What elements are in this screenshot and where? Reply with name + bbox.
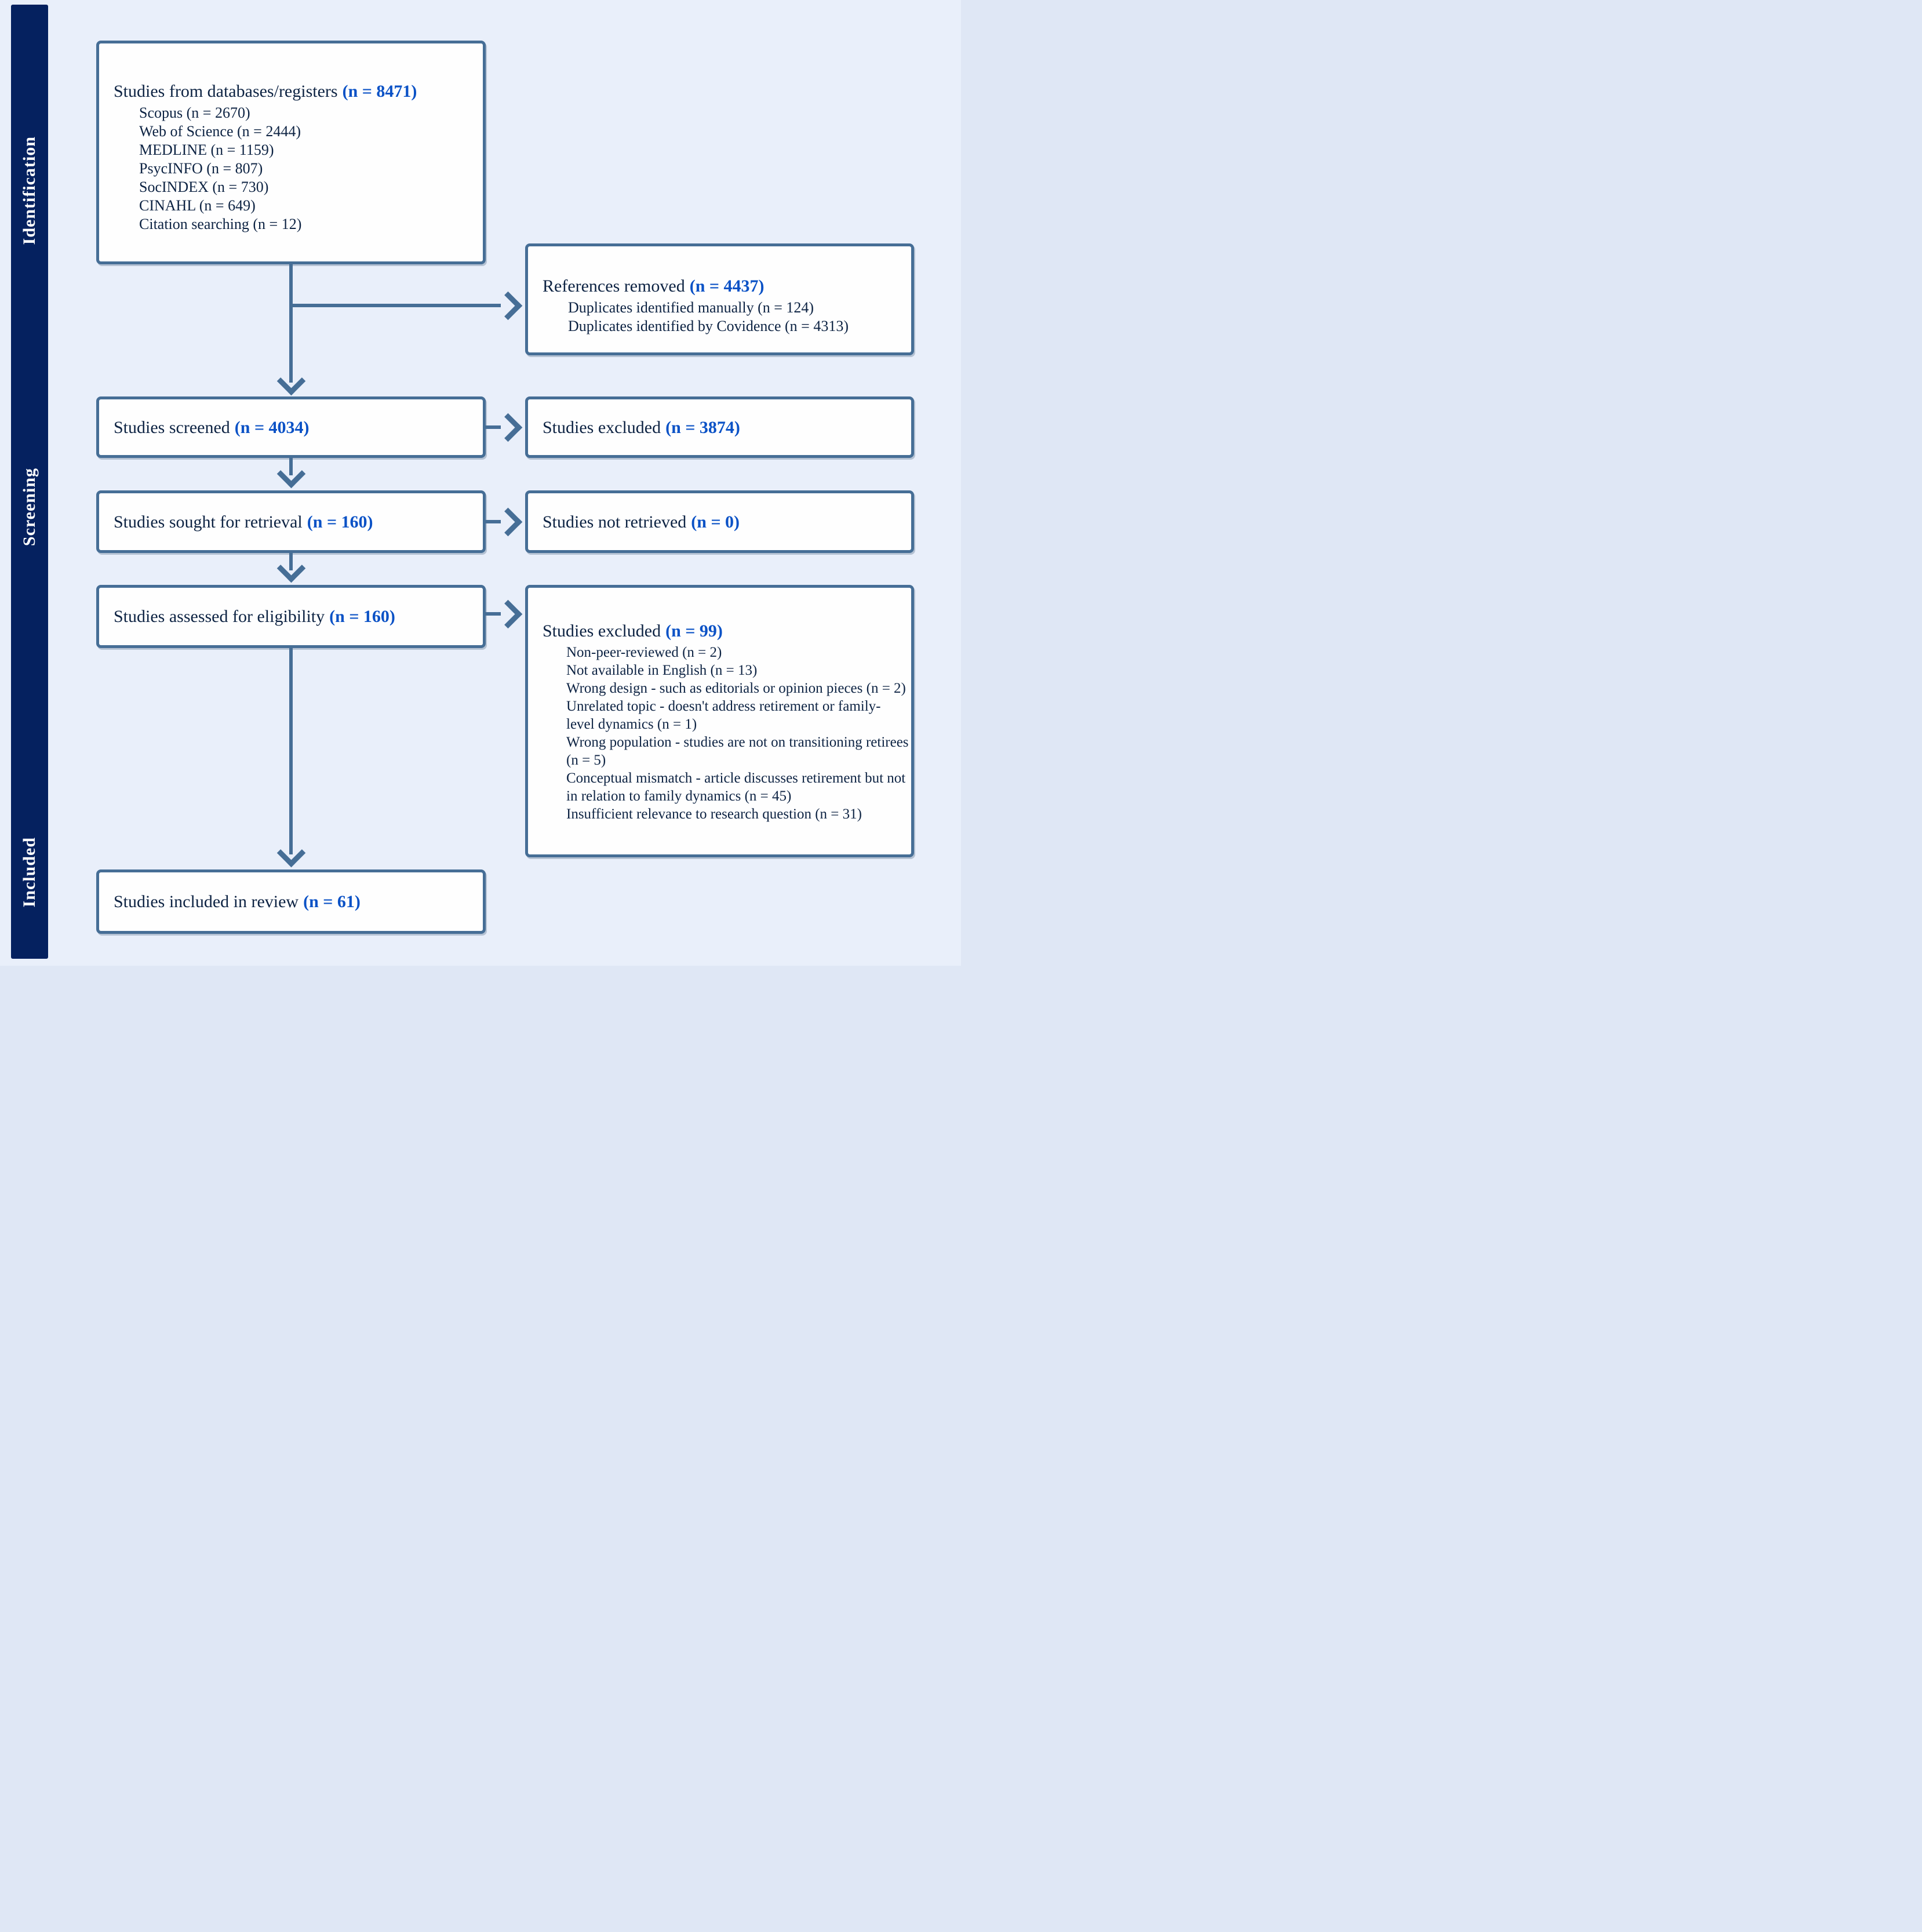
- box-screened-count: (n = 4034): [234, 417, 310, 437]
- box-databases-label: Studies from databases/registers: [114, 82, 338, 101]
- box-excluded-eligibility-items: [528, 643, 911, 823]
- arrow-sought-to-not-retrieved-head: [494, 508, 522, 536]
- list-item: Not available in English (n = 13): [566, 663, 758, 678]
- box-assessed: [96, 585, 486, 648]
- list-item: Duplicates identified by Covidence (n = 4313): [568, 318, 849, 334]
- box-excluded-eligibility-label: Studies excluded: [543, 621, 661, 641]
- sidebar-section-identification: [11, 69, 48, 312]
- box-excluded-screening-count: (n = 3874): [665, 417, 740, 437]
- list-item: Conceptual mismatch - article discusses retirement but not in relation to family dynamics (n = 45): [566, 770, 906, 804]
- box-excluded-screening-title: [528, 417, 746, 438]
- box-databases-items: [99, 104, 483, 234]
- list-item: Duplicates identified manually (n = 124): [568, 299, 814, 316]
- arrow-branch-to-references-removed-head: [494, 292, 522, 320]
- box-sought-label: Studies sought for retrieval: [114, 512, 303, 532]
- arrow-branch-to-references-removed-shaft: [291, 304, 501, 307]
- box-excluded-eligibility-count: (n = 99): [665, 621, 723, 641]
- box-assessed-title: [99, 606, 401, 627]
- box-screened-title: [99, 417, 315, 438]
- box-databases: [96, 41, 486, 264]
- box-not-retrieved-count: (n = 0): [691, 512, 740, 532]
- box-references-removed-count: (n = 4437): [689, 276, 765, 296]
- box-included-count: (n = 61): [303, 892, 361, 911]
- box-not-retrieved: [525, 490, 914, 553]
- box-screened: [96, 396, 486, 458]
- box-included-label: Studies included in review: [114, 892, 299, 911]
- sidebar-label-included: Included: [20, 837, 39, 908]
- box-references-removed-items: [528, 299, 911, 336]
- list-item: Wrong design - such as editorials or opinion pieces (n = 2): [566, 681, 906, 696]
- box-not-retrieved-label: Studies not retrieved: [543, 512, 687, 532]
- box-databases-count: (n = 8471): [342, 82, 417, 101]
- box-sought: [96, 490, 486, 553]
- box-databases-title: [99, 81, 483, 102]
- arrow-databases-to-screened-head: [277, 367, 305, 395]
- list-item: Scopus (n = 2670): [139, 104, 250, 121]
- arrow-screened-to-excluded-head: [494, 413, 522, 442]
- arrow-sought-to-assessed-head: [277, 554, 305, 583]
- list-item: SocINDEX (n = 730): [139, 179, 269, 195]
- box-sought-title: [99, 511, 379, 533]
- sidebar-label-identification: Identification: [20, 136, 39, 245]
- list-item: Unrelated topic - doesn't address retirement or family-level dynamics (n = 1): [566, 698, 881, 732]
- list-item: Non-peer-reviewed (n = 2): [566, 645, 722, 660]
- list-item: Insufficient relevance to research question (n = 31): [566, 806, 862, 822]
- list-item: CINAHL (n = 649): [139, 197, 256, 214]
- arrow-assessed-to-included-shaft: [289, 648, 293, 854]
- arrow-assessed-to-excluded-head: [494, 600, 522, 628]
- box-excluded-screening: [525, 396, 914, 458]
- box-excluded-eligibility-title: [528, 620, 911, 642]
- box-sought-count: (n = 160): [307, 512, 373, 532]
- arrow-assessed-to-included-head: [277, 839, 305, 867]
- list-item: PsycINFO (n = 807): [139, 160, 263, 177]
- sidebar-section-included: [11, 751, 48, 966]
- box-references-removed-label: References removed: [543, 276, 685, 296]
- box-excluded-eligibility: [525, 585, 914, 857]
- list-item: Citation searching (n = 12): [139, 216, 302, 232]
- list-item: Web of Science (n = 2444): [139, 123, 301, 140]
- list-item: Wrong population - studies are not on transitioning retirees (n = 5): [566, 734, 909, 768]
- box-not-retrieved-title: [528, 511, 745, 533]
- sidebar-label-screening: Screening: [20, 468, 39, 547]
- box-included-title: [99, 891, 366, 912]
- list-item: MEDLINE (n = 1159): [139, 141, 274, 158]
- box-included: [96, 869, 486, 934]
- sidebar-section-screening: [11, 385, 48, 629]
- arrow-screened-to-sought-head: [277, 460, 305, 488]
- box-excluded-screening-label: Studies excluded: [543, 417, 661, 437]
- box-assessed-label: Studies assessed for eligibility: [114, 607, 325, 626]
- box-assessed-count: (n = 160): [329, 607, 395, 626]
- box-references-removed: [525, 243, 914, 355]
- arrow-databases-to-screened-shaft: [289, 264, 293, 383]
- prisma-flow-diagram: [0, 0, 961, 966]
- box-screened-label: Studies screened: [114, 417, 230, 437]
- box-references-removed-title: [528, 275, 911, 297]
